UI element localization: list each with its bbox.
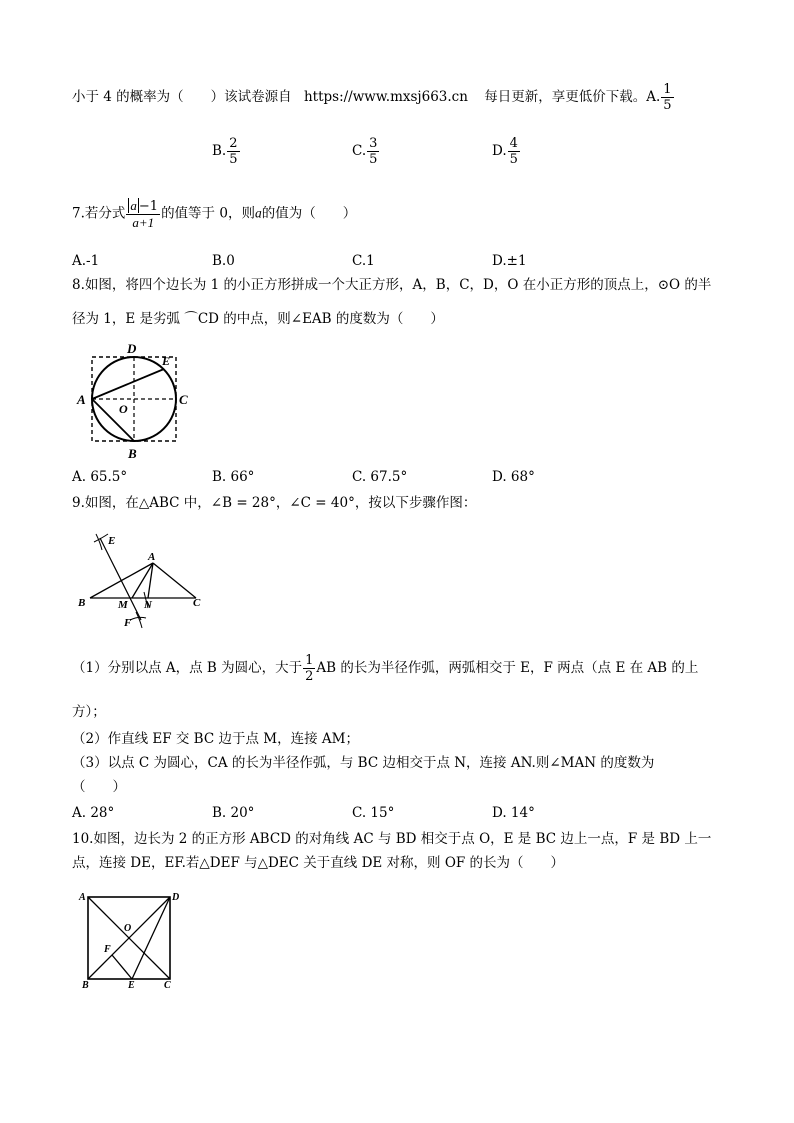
q7-option-c[interactable]: C.1 [352,253,375,269]
q7-option-b[interactable]: B.0 [212,253,235,269]
q10-label-d: D [172,892,180,903]
q9-label-f: F [124,617,132,629]
q10-label-e: E [128,980,135,991]
q8-stem-line2: 径为 1，E 是劣弧 ⌒CD 的中点，则∠EAB 的度数为（ ） [72,311,444,327]
q8-label-d: D [127,341,137,356]
q10-label-o: O [124,923,132,934]
q8-option-a[interactable]: A. 65.5° [72,469,128,485]
q10-label-c: C [164,980,171,991]
q9-intro: 9.如图，在△ABC 中，∠B = 28°，∠C = 40°，按以下步骤作图： [72,495,477,511]
q9-figure [72,528,212,633]
q9-step1-end: 方）； [72,704,106,720]
q9-step1: （1）分别以点 A，点 B 为圆心，大于 $\frac{1}{2}$ AB 的长为半径作弧，两弧相交于 E，F 两点（点 E 在 AB 的上 [72,653,699,684]
q6-text-b: 每日更新，享更低价下载。A. [484,89,661,105]
q8-label-c: C [179,392,188,407]
q6-option-b[interactable]: B. $\frac{2}{5}$ [212,136,238,167]
q9-step2: （2）作直线 EF 交 BC 边于点 M，连接 AM； [72,731,359,747]
q10-stem-line2: 点，连接 DE，EF.若△DEF 与△DEC 关于直线 DE 对称，则 OF 的长为（ ） [72,855,565,871]
q9-blank: （ ） [72,779,126,795]
q9-step3: （3）以点 C 为圆心，CA 的长为半径作弧，与 BC 边相交于点 N，连接 AN.则∠MAN 的度数为 [72,755,655,771]
q10-label-b: B [82,980,89,991]
q8-option-b[interactable]: B. 66° [212,469,255,485]
q8-option-d[interactable]: D. 68° [492,469,535,485]
q8-option-c[interactable]: C. 67.5° [352,469,408,485]
q9-option-a[interactable]: A. 28° [72,805,115,821]
q9-option-d[interactable]: D. 14° [492,805,535,821]
q6-option-d[interactable]: D. $\frac{4}{5}$ [492,136,518,167]
q8-label-e: E [162,354,171,368]
q9-label-c: C [193,597,201,609]
q9-label-a: A [148,551,156,563]
q6-option-c[interactable]: C. $\frac{3}{5}$ [352,136,378,167]
q8-figure [72,340,197,465]
q8-label-o: O [119,402,128,416]
q9-label-n: N [144,599,152,611]
q7-option-d[interactable]: D.±1 [492,253,527,269]
q10-label-f: F [104,944,111,955]
q7-stem: 7.若分式 $\frac{a -1}{a+1}$ 的值等于 0，则a的值为（ ） [72,198,357,230]
q9-label-e: E [108,535,116,547]
q6-stem-line [72,82,675,113]
q8-label-b: B [128,446,137,461]
q7-abs-a: a [130,198,137,213]
q8-stem-line1: 8.如图，将四个边长为 1 的小正方形拼成一个大正方形，A，B，C，D，O 在小正方形的顶点上，⊙O 的半 [72,277,712,293]
q9-label-m: M [118,599,128,611]
q9-option-c[interactable]: C. 15° [352,805,395,821]
q6-text-a: 小于 4 的概率为（ ）该试卷源自 [72,89,292,105]
q10-figure [72,888,187,993]
q7-option-a[interactable]: A.-1 [72,253,100,269]
q8-label-a: A [77,392,86,407]
q9-option-b[interactable]: B. 20° [212,805,255,821]
q6-url[interactable]: https://www.mxsj663.cn [303,89,468,105]
q6-option-a-fraction[interactable]: $\frac{1}{5}$ [663,82,672,113]
q10-stem-line1: 10.如图，边长为 2 的正方形 ABCD 的对角线 AC 与 BD 相交于点 O，E 是 BC 边上一点，F 是 BD 上一 [72,831,712,847]
q9-label-b: B [78,597,86,609]
q10-label-a: A [79,892,86,903]
